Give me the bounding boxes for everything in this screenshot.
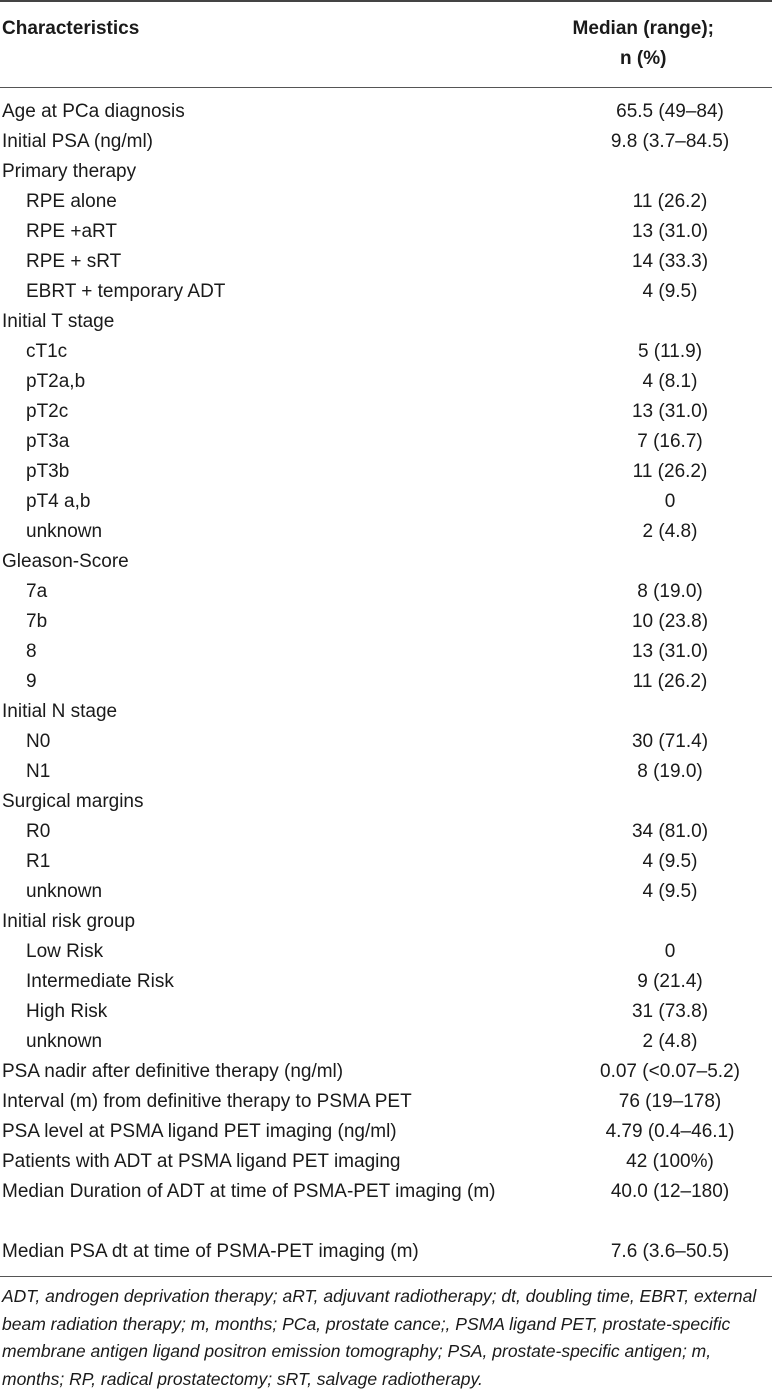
row-label: Age at PCa diagnosis	[2, 101, 185, 122]
row-label: 9	[26, 671, 37, 692]
table-row	[0, 397, 772, 427]
row-value: 0	[664, 941, 676, 962]
row-label: Initial T stage	[2, 311, 115, 332]
row-label: Low Risk	[26, 941, 104, 962]
row-label: Gleason-Score	[2, 551, 129, 572]
table-row	[0, 217, 772, 247]
table-body	[0, 97, 772, 1267]
row-label: PSA nadir after definitive therapy (ng/ml)	[2, 1061, 344, 1082]
row-label: Median PSA dt at time of PSMA-PET imaging (m)	[2, 1241, 419, 1262]
table-row	[0, 847, 772, 877]
table-row	[0, 1087, 772, 1117]
table-row	[0, 577, 772, 607]
table-header	[0, 12, 772, 82]
row-value: 7.6 (3.6–50.5)	[610, 1241, 730, 1262]
row-value: 76 (19–178)	[618, 1091, 722, 1112]
table-row	[0, 427, 772, 457]
table-row	[0, 1237, 772, 1267]
table-row	[0, 937, 772, 967]
row-label: N0	[26, 731, 51, 752]
table-row	[0, 277, 772, 307]
table-row	[0, 877, 772, 907]
row-value: 11 (26.2)	[632, 461, 708, 482]
row-label: unknown	[26, 881, 103, 902]
row-value: 9.8 (3.7–84.5)	[610, 131, 730, 152]
row-value: 13 (31.0)	[631, 641, 709, 662]
row-value: 5 (11.9)	[637, 341, 703, 362]
row-value: 11 (26.2)	[632, 191, 708, 212]
table-row	[0, 547, 772, 577]
table-row	[0, 757, 772, 787]
table-row	[0, 697, 772, 727]
row-label: RPE alone	[26, 191, 117, 212]
table-row	[0, 127, 772, 157]
row-label: 8	[26, 641, 37, 662]
table-footnote: ADT, androgen deprivation therapy; aRT, adjuvant radiotherapy; dt, doubling time, EBRT, external beam radiation therapy; m, months; PCa, prostate cance;, PSMA ligand PET, prostate-specific membrane antigen ligand positron emission tomography; PSA, prostate-specific antigen; m, months; RP, radical prostatectomy; sRT, salvage radiotherapy.	[2, 1286, 757, 1389]
row-label: PSA level at PSMA ligand PET imaging (ng/ml)	[2, 1121, 397, 1142]
row-label: Initial PSA (ng/ml)	[2, 131, 153, 152]
row-label: pT3b	[26, 461, 70, 482]
row-value: 13 (31.0)	[631, 401, 709, 422]
table-row	[0, 1057, 772, 1087]
row-value: 13 (31.0)	[631, 221, 709, 242]
row-label: Intermediate Risk	[26, 971, 174, 992]
row-value: 30 (71.4)	[631, 731, 709, 752]
table-row	[0, 727, 772, 757]
row-value: 0.07 (<0.07–5.2)	[600, 1061, 740, 1082]
row-value: 2 (4.8)	[642, 1031, 698, 1052]
table-row	[0, 1147, 772, 1177]
table-row	[0, 487, 772, 517]
row-value: 8 (19.0)	[637, 761, 703, 782]
table-row	[0, 1177, 772, 1237]
row-label: Initial risk group	[2, 911, 136, 932]
table-row	[0, 997, 772, 1027]
row-label: EBRT + temporary ADT	[26, 281, 226, 302]
table-row	[0, 967, 772, 997]
row-value: 4 (9.5)	[642, 281, 698, 302]
row-value: 11 (26.2)	[632, 671, 708, 692]
row-label: R0	[26, 821, 51, 842]
row-label: Median Duration of ADT at time of PSMA-PET imaging (m)	[2, 1181, 496, 1202]
row-label: Primary therapy	[2, 161, 137, 182]
row-value: 4.79 (0.4–46.1)	[605, 1121, 735, 1142]
row-label: unknown	[26, 521, 103, 542]
row-label: pT3a	[26, 431, 70, 452]
table-row	[0, 817, 772, 847]
row-label: Surgical margins	[2, 791, 144, 812]
table-row	[0, 1027, 772, 1057]
table-row	[0, 637, 772, 667]
header-median-line1: Median (range);	[572, 18, 714, 39]
table-row	[0, 607, 772, 637]
row-value: 4 (9.5)	[642, 851, 698, 872]
row-label: Patients with ADT at PSMA ligand PET imaging	[2, 1151, 401, 1172]
row-value: 8 (19.0)	[637, 581, 703, 602]
table-row	[0, 367, 772, 397]
row-value: 34 (81.0)	[631, 821, 709, 842]
row-label: pT2a,b	[26, 371, 86, 392]
row-value: 10 (23.8)	[631, 611, 709, 632]
table-row	[0, 187, 772, 217]
table-row	[0, 457, 772, 487]
row-label: 7a	[26, 581, 48, 602]
row-value: 0	[664, 491, 676, 512]
row-label: pT2c	[26, 401, 69, 422]
row-value: 14 (33.3)	[631, 251, 709, 272]
table-row	[0, 337, 772, 367]
row-label: N1	[26, 761, 51, 782]
row-label: pT4 a,b	[26, 491, 91, 512]
row-label: 7b	[26, 611, 48, 632]
top-rule	[0, 0, 772, 2]
table-row	[0, 307, 772, 337]
row-value: 7 (16.7)	[637, 431, 703, 452]
table-row	[0, 1117, 772, 1147]
row-label: unknown	[26, 1031, 103, 1052]
row-value: 40.0 (12–180)	[610, 1181, 730, 1202]
row-label: Initial N stage	[2, 701, 118, 722]
table-row	[0, 97, 772, 127]
row-value: 9 (21.4)	[637, 971, 703, 992]
row-label: RPE + sRT	[26, 251, 122, 272]
row-label: R1	[26, 851, 51, 872]
header-median-range	[573, 14, 714, 74]
row-value: 65.5 (49–84)	[616, 101, 724, 122]
row-value: 4 (9.5)	[642, 881, 698, 902]
table-row	[0, 787, 772, 817]
bottom-rule	[0, 1276, 772, 1277]
row-value: 31 (73.8)	[631, 1001, 709, 1022]
table-row	[0, 667, 772, 697]
table-row	[0, 517, 772, 547]
row-label: cT1c	[26, 341, 68, 362]
row-label: Interval (m) from definitive therapy to PSMA PET	[2, 1091, 412, 1112]
table-row	[0, 157, 772, 187]
row-label: High Risk	[26, 1001, 108, 1022]
row-value: 4 (8.1)	[642, 371, 698, 392]
header-characteristics: Characteristics	[2, 18, 140, 39]
table-row	[0, 907, 772, 937]
row-value: 2 (4.8)	[642, 521, 698, 542]
header-rule	[0, 87, 772, 88]
table-row	[0, 247, 772, 277]
row-label: RPE +aRT	[26, 221, 117, 242]
row-value: 42 (100%)	[626, 1151, 714, 1172]
header-median-line2: n (%)	[620, 48, 667, 69]
